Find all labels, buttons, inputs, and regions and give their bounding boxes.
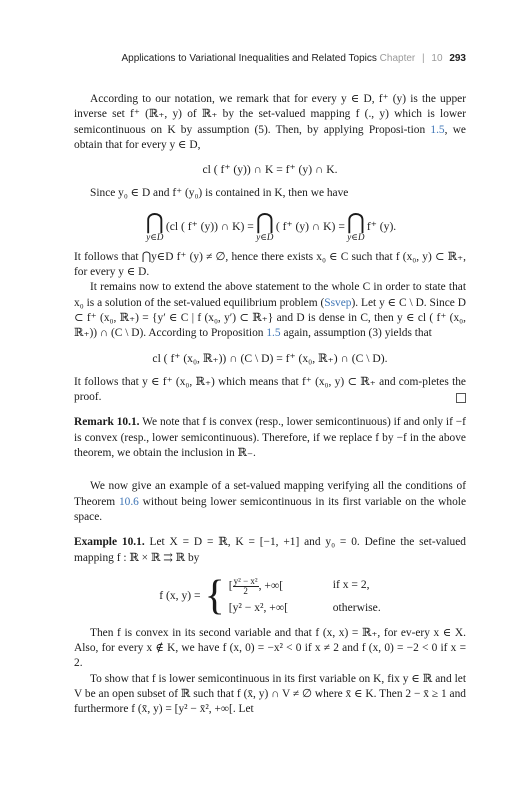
proposition-link[interactable]: 1.5 (430, 123, 445, 136)
equation-1: cl ( f⁺ (y)) ∩ K = f⁺ (y) ∩ K. (202, 163, 338, 177)
example: Example 10.1. Let X = D = ℝ, K = [−1, +1] and y₀ = 0. Define the set-valued mapping f : ℝ × ℝ ⇉ ℝ by (74, 536, 466, 564)
page (74, 0, 466, 800)
paragraph-3: It follows that ⋂y∈D f⁺ (y) ≠ ∅, hence there exists x₀ ∈ C such that f (x₀, y) ⊂ ℝ₊, for every y ∈ D. (74, 250, 466, 279)
example-label: Example 10.1. (74, 536, 145, 549)
theorem-link[interactable]: 10.6 (118, 495, 139, 508)
intersection-symbol: ⋂ y∈D (145, 208, 164, 242)
header-separator: | (422, 53, 425, 64)
paragraph-8: To show that f is lower semicontinuous in its first variable on K, fix y ∈ ℝ and let V be an open subset of ℝ such that f (x̄, y) ∩ V ≠ ∅ where x̄ ∈ K. Then 2 − x̄ ≥ 1 and furthermore f (x̄, y) = [y² − x̄², +∞[. Let (74, 672, 466, 716)
paragraph-6: We now give an example of a set-valued mapping verifying all the conditions of Theorem 10.6 without being lower semicontinuous in its first variable on the whole space. (74, 480, 466, 523)
header-chapter-number: 10 (431, 53, 443, 64)
page-body (74, 92, 466, 718)
header-title: Applications to Variational Inequalities and Related Topics (121, 53, 377, 64)
equation-2: ⋂ y∈D (cl ( f⁺ (y)) ∩ K) = ⋂ y∈D ( f⁺ (y) ∩ K) = ⋂ y∈D f⁺ (y). (145, 208, 397, 242)
page-number: 293 (449, 53, 466, 64)
paragraph-1: According to our notation, we remark that for every y ∈ D, f⁺ (y) is the upper inverse set f⁺ (ℝ₊, y) of ℝ₊ by the set-valued mapping f (., y) which is lower semicontinuous on K by assumption (5). Then, by applying Proposi-tion 1.5, we obtain that for every y ∈ D, (74, 93, 466, 151)
equation-3: cl ( f⁺ (x₀, ℝ₊)) ∩ (C \ D) = f⁺ (x₀, ℝ₊) ∩ (C \ D). (152, 351, 388, 365)
paragraph-5: It follows that y ∈ f⁺ (x₀, ℝ₊) which means that f⁺ (x₀, y) ⊂ ℝ₊ and com-pletes the proof. (74, 375, 466, 404)
left-brace: { (204, 572, 225, 619)
remark: Remark 10.1. We note that f is convex (resp., lower semicontinuous) if and only if −f is convex (resp., lower semicontinuous). Therefore, if we replace f by −f in the above theorem, we obtain the inclusion in ℝ₋. (74, 416, 466, 460)
paragraph-7: Then f is convex in its second variable and that f (x, x) = ℝ₊, for ev-ery x ∈ X. Also, for every x ∉ K, we have f (x, 0) = −x² < 0 if x ≠ 2 and f (x, 0) = −2 < 0 if x = 2. (74, 626, 466, 670)
qed-symbol (456, 393, 466, 403)
ssvep-link[interactable]: Ssvep (324, 296, 352, 309)
remark-label: Remark 10.1. (74, 416, 140, 429)
intersection-symbol: ⋂ y∈D (255, 208, 274, 242)
running-header (122, 53, 466, 64)
header-chapter-label: Chapter (379, 53, 416, 64)
intersection-symbol: ⋂ y∈D (346, 208, 365, 242)
paragraph-2: Since y₀ ∈ D and f⁺ (y₀) is contained in K, then we have (90, 187, 349, 200)
paragraph-4: It remains now to extend the above statement to the whole C in order to state that x₀ is a solution of the set-valued equilibrium problem (Ssvep). Let y ∈ C \ D. Since D ⊂ f⁺ (x₀, ℝ₊) = {y′ ∈ C | f (x₀, y′) ⊂ ℝ₊} and D is dense in C, then y ∈ cl ( f⁺ (x₀, ℝ₊)) ∩ (C \ D). According to Proposition 1.5 again, assumption (3) yields that (74, 281, 466, 340)
piecewise-definition: f (x, y) = { [ $\frac{\text{y² − x²}}{2}$ , +∞[ if x = 2, [y² − x², +∞[ otherwise. (159, 572, 381, 619)
proposition-link[interactable]: 1.5 (266, 327, 281, 340)
